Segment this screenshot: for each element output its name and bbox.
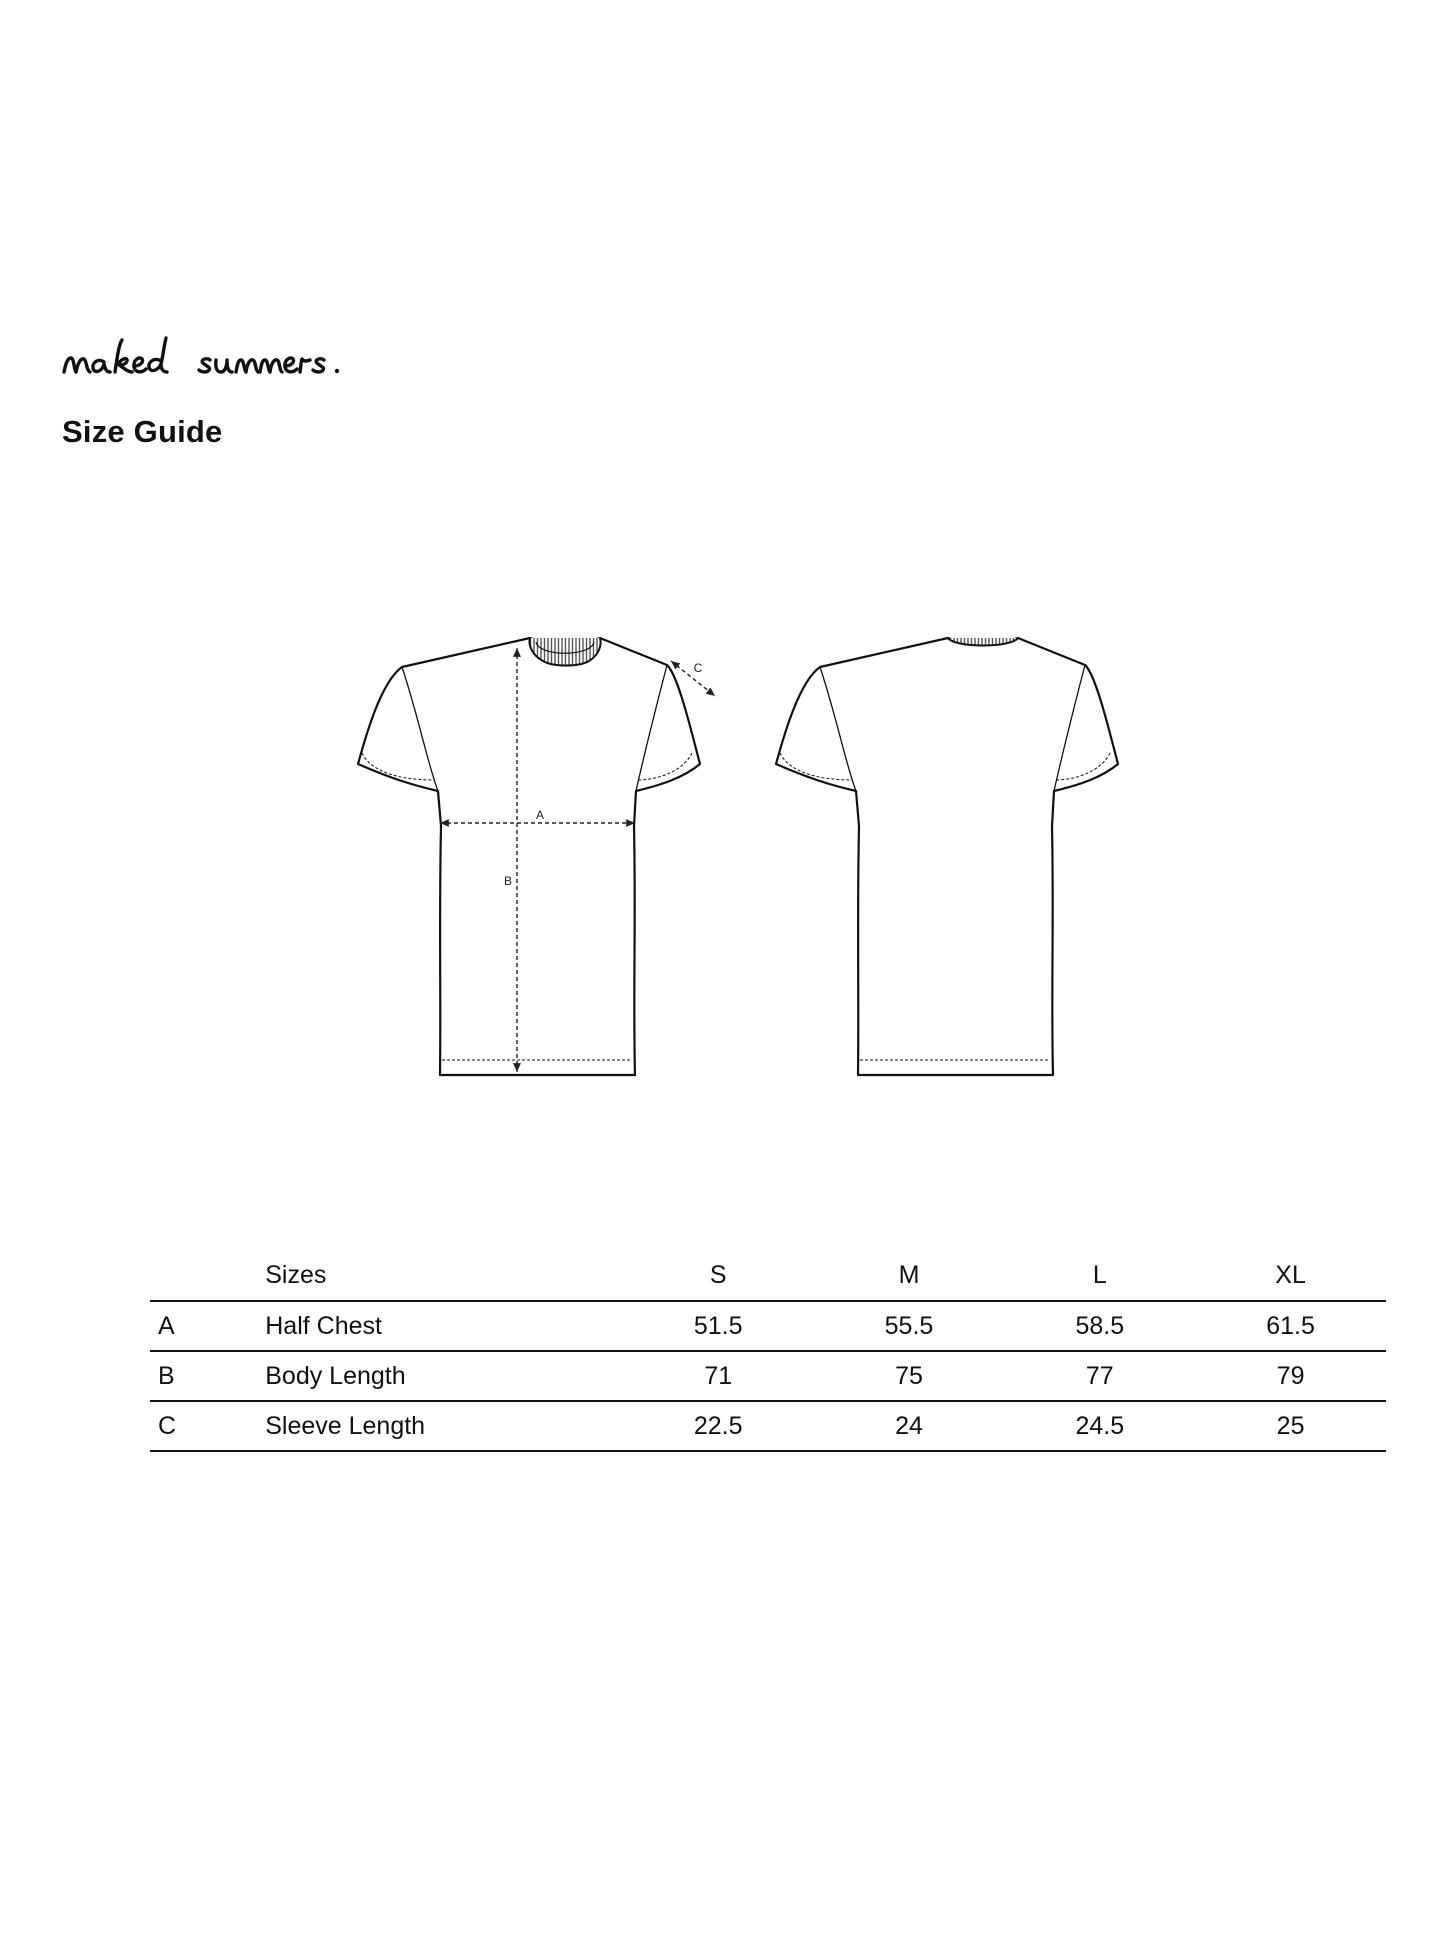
measure-label-c: C [693,661,703,675]
measure-label-b: B [503,874,513,888]
table-header-row [150,1250,1386,1301]
row-name: Half Chest [265,1301,623,1351]
row-key: B [150,1351,265,1401]
table-cell: 51.5 [623,1301,814,1351]
table-cell: 25 [1195,1401,1386,1451]
table-cell: 77 [1004,1351,1195,1401]
table-row [150,1301,1386,1351]
column-header-size: M [814,1250,1005,1301]
table-cell: 24 [814,1401,1005,1451]
row-key: A [150,1301,265,1351]
size-table [150,1250,1386,1452]
table-cell: 55.5 [814,1301,1005,1351]
table-cell: 79 [1195,1351,1386,1401]
measurement-guides [440,648,715,1072]
table-row [150,1401,1386,1451]
column-header-size: S [623,1250,814,1301]
tshirt-diagram [340,620,1220,1100]
table-cell: 71 [623,1351,814,1401]
table-cell: 61.5 [1195,1301,1386,1351]
table-cell: 24.5 [1004,1401,1195,1451]
table-row [150,1351,1386,1401]
tshirt-front [358,638,700,1075]
table-cell: 22.5 [623,1401,814,1451]
measure-label-a: A [535,808,545,822]
table-cell: 75 [814,1351,1005,1401]
row-key: C [150,1401,265,1451]
page-title: Size Guide [62,414,223,449]
brand-logo [60,330,450,390]
row-name: Body Length [265,1351,623,1401]
row-name: Sleeve Length [265,1401,623,1451]
column-header-size: XL [1195,1250,1386,1301]
table-cell: 58.5 [1004,1301,1195,1351]
tshirt-back [776,638,1118,1075]
column-header-sizes: Sizes [265,1250,623,1301]
column-header-size: L [1004,1250,1195,1301]
